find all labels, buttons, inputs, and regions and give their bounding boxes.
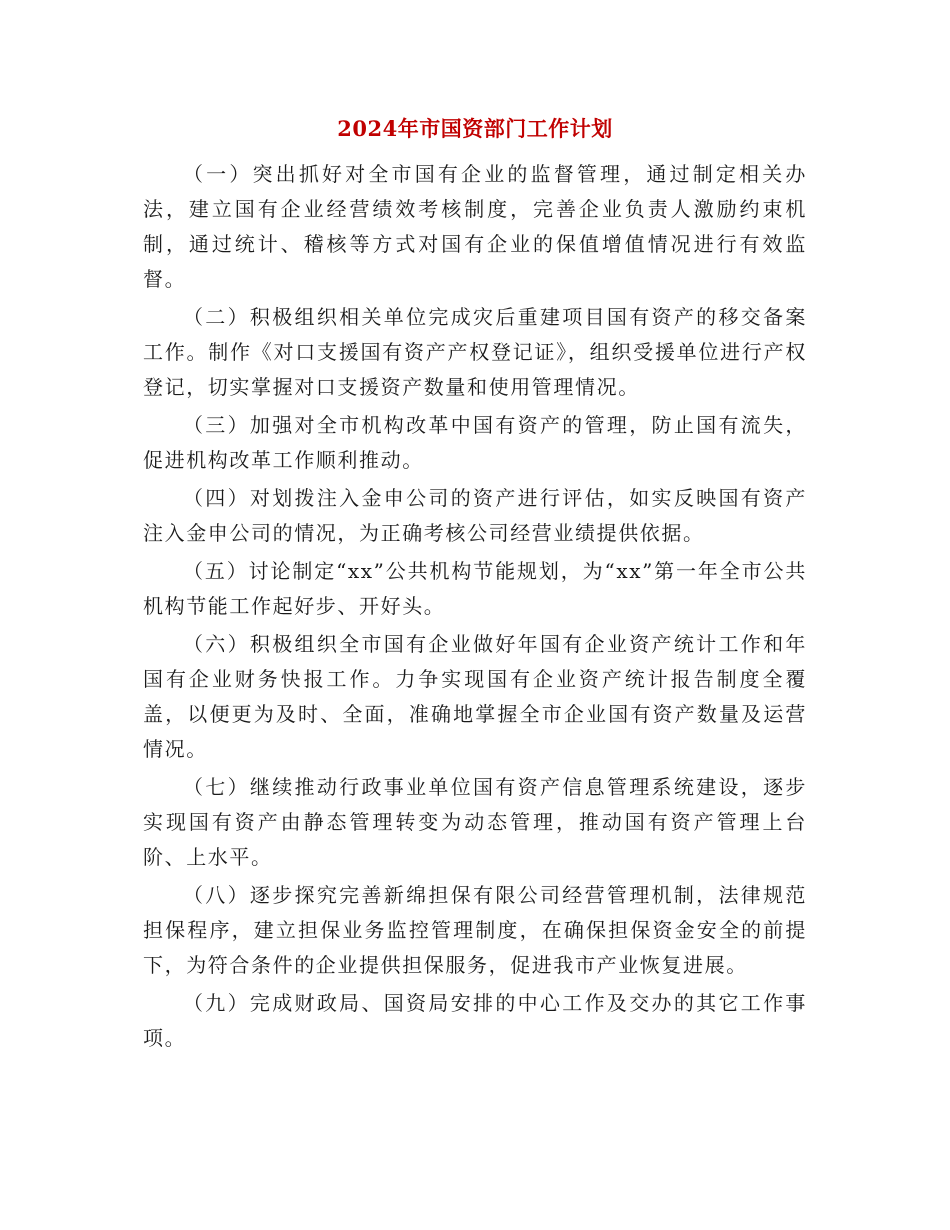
paragraph-1: （一）突出抓好对全市国有企业的监督管理，通过制定相关办法，建立国有企业经营绩效考核制度，完善企业负责人激励约束机制，通过统计、稽核等方式对国有企业的保值增值情况进行有效监督。: [143, 162, 807, 291]
paragraph-4: （四）对划拨注入金申公司的资产进行评估，如实反映国有资产注入金申公司的情况，为正确考核公司经营业绩提供依据。: [143, 486, 807, 545]
document-body: [143, 157, 807, 1059]
paragraph-6: （六）积极组织全市国有企业做好年国有企业资产统计工作和年国有企业财务快报工作。力争实现国有企业资产统计报告制度全覆盖，以便更为及时、全面，准确地掌握全市企业国有资产数量及运营情况。: [143, 632, 807, 761]
paragraph-2: （二）积极组织相关单位完成灾后重建项目国有资产的移交备案工作。制作《对口支援国有资产产权登记证》，组织受援单位进行产权登记，切实掌握对口支援资产数量和使用管理情况。: [143, 305, 807, 399]
paragraph-5: （五）讨论制定“xx”公共机构节能规划，为“xx”第一年全市公共机构节能工作起好步、开好头。: [143, 559, 807, 618]
paragraph-8: （八）逐步探究完善新绵担保有限公司经营管理机制，法律规范担保程序，建立担保业务监控管理制度，在确保担保资金安全的前提下，为符合条件的企业提供担保服务，促进我市产业恢复进展。: [143, 883, 807, 977]
document-title: 2024年市国资部门工作计划: [337, 116, 613, 141]
paragraph-7: （七）继续推动行政事业单位国有资产信息管理系统建设，逐步实现国有资产由静态管理转变为动态管理，推动国有资产管理上台阶、上水平。: [143, 775, 807, 869]
paragraph-9: （九）完成财政局、国资局安排的中心工作及交办的其它工作事项。: [143, 991, 807, 1050]
paragraph-3: （三）加强对全市机构改革中国有资产的管理，防止国有流失，促进机构改革工作顺利推动。: [143, 413, 807, 472]
